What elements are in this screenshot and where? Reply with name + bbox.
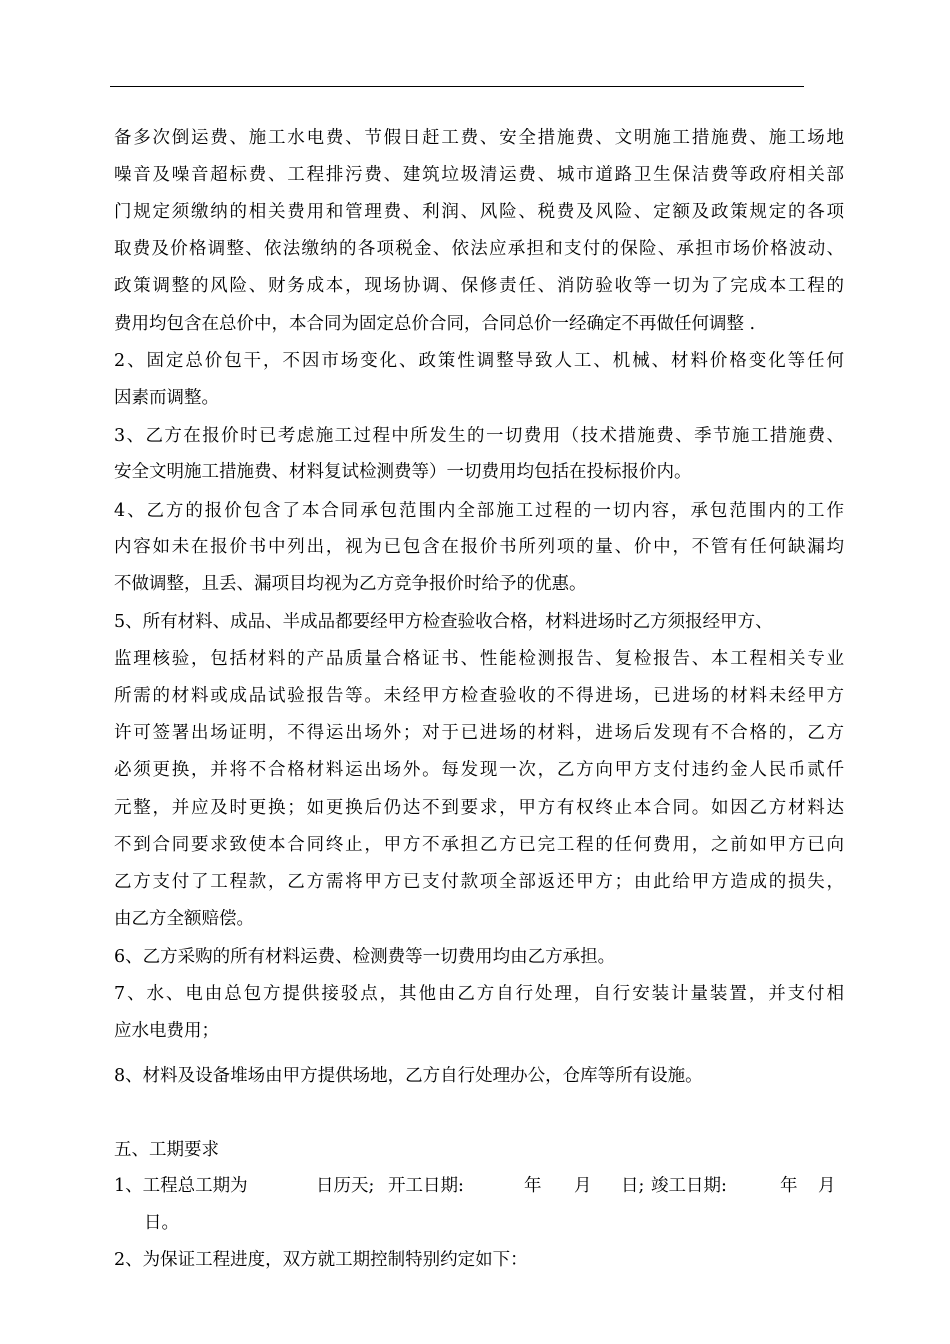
paragraph-line: 2、固定总价包干，不因市场变化、政策性调整导致人工、机械、材料价格变化等任何 [114, 351, 844, 371]
paragraph-line: 安全文明施工措施费、材料复试检测费等）一切费用均包括在投标报价内。 [114, 462, 692, 482]
schedule-line [114, 1175, 844, 1199]
paragraph-line: 8、材料及设备堆场由甲方提供场地，乙方自行处理办公，仓库等所有设施。 [114, 1066, 703, 1086]
header-rule [110, 86, 804, 87]
start-day-label: 日; [621, 1176, 645, 1196]
paragraph-line: 取费及价格调整、依法缴纳的各项税金、依法应承担和支付的保险、承担市场价格波动、 [114, 239, 844, 259]
section-heading: 五、工期要求 [114, 1140, 219, 1160]
paragraph-line: 不到合同要求致使本合同终止，甲方不承担乙方已完工程的任何费用，之前如甲方已向 [114, 835, 844, 855]
paragraph-line: 5、所有材料、成品、半成品都要经甲方检查验收合格，材料进场时乙方须报经甲方、 [114, 612, 773, 632]
paragraph-line: 6、乙方采购的所有材料运费、检测费等一切费用均由乙方承担。 [114, 947, 616, 967]
paragraph-line: 内容如未在报价书中列出，视为已包含在报价书所列项的量、价中，不管有任何缺漏均 [114, 537, 844, 557]
paragraph-line: 必须更换，并将不合格材料运出场外。每发现一次，乙方向甲方支付违约金人民币贰仟 [114, 760, 844, 780]
paragraph-line: 噪音及噪音超标费、工程排污费、建筑垃圾清运费、城市道路卫生保洁费等政府相关部 [114, 165, 844, 185]
schedule-line-end-day: 日。 [144, 1213, 179, 1233]
paragraph-line: 4、乙方的报价包含了本合同承包范围内全部施工过程的一切内容，承包范围内的工作 [114, 501, 844, 521]
paragraph-line: 监理核验，包括材料的产品质量合格证书、性能检测报告、复检报告、本工程相关专业 [114, 649, 844, 669]
end-date-label: 竣工日期: [651, 1176, 727, 1196]
paragraph-line: 应水电费用； [114, 1021, 219, 1041]
end-month-label: 月 [818, 1176, 836, 1196]
paragraph-line: 3、乙方在报价时已考虑施工过程中所发生的一切费用（技术措施费、季节施工措施费、 [114, 426, 844, 446]
paragraph-line: 政策调整的风险、财务成本，现场协调、保修责任、消防验收等一切为了完成本工程的 [114, 276, 844, 296]
calendar-days-label: 日历天; [316, 1176, 375, 1196]
paragraph-line: 门规定须缴纳的相关费用和管理费、利润、风险、税费及风险、定额及政策规定的各项 [114, 202, 844, 222]
paragraph-line: 许可签署出场证明，不得运出场外；对于已进场的材料，进场后发现有不合格的，乙方 [114, 723, 844, 743]
paragraph-line: 7、水、电由总包方提供接驳点，其他由乙方自行处理，自行安装计量装置，并支付相 [114, 984, 844, 1004]
paragraph-line: 因素而调整。 [114, 388, 219, 408]
paragraph-line: 2、为保证工程进度，双方就工期控制特别约定如下： [114, 1250, 528, 1270]
total-duration-label: 1、工程总工期为 [114, 1176, 248, 1196]
paragraph-line: 所需的材料或成品试验报告等。未经甲方检查验收的不得进场，已进场的材料未经甲方 [114, 686, 844, 706]
start-date-label: 开工日期: [388, 1176, 464, 1196]
start-month-label: 月 [574, 1176, 592, 1196]
paragraph-line: 备多次倒运费、施工水电费、节假日赶工费、安全措施费、文明施工措施费、施工场地 [114, 128, 844, 148]
paragraph-line: 由乙方全额赔偿。 [114, 909, 254, 929]
start-year-label: 年 [524, 1176, 542, 1196]
paragraph-line: 元整，并应及时更换；如更换后仍达不到要求，甲方有权终止本合同。如因乙方材料达 [114, 798, 844, 818]
end-year-label: 年 [780, 1176, 798, 1196]
paragraph-line: 费用均包含在总价中，本合同为固定总价合同，合同总价一经确定不再做任何调整 . [114, 314, 756, 334]
paragraph-line: 不做调整，且丢、漏项目均视为乙方竞争报价时给予的优惠。 [114, 574, 587, 594]
paragraph-line: 乙方支付了工程款，乙方需将甲方已支付款项全部返还甲方；由此给甲方造成的损失， [114, 872, 844, 892]
